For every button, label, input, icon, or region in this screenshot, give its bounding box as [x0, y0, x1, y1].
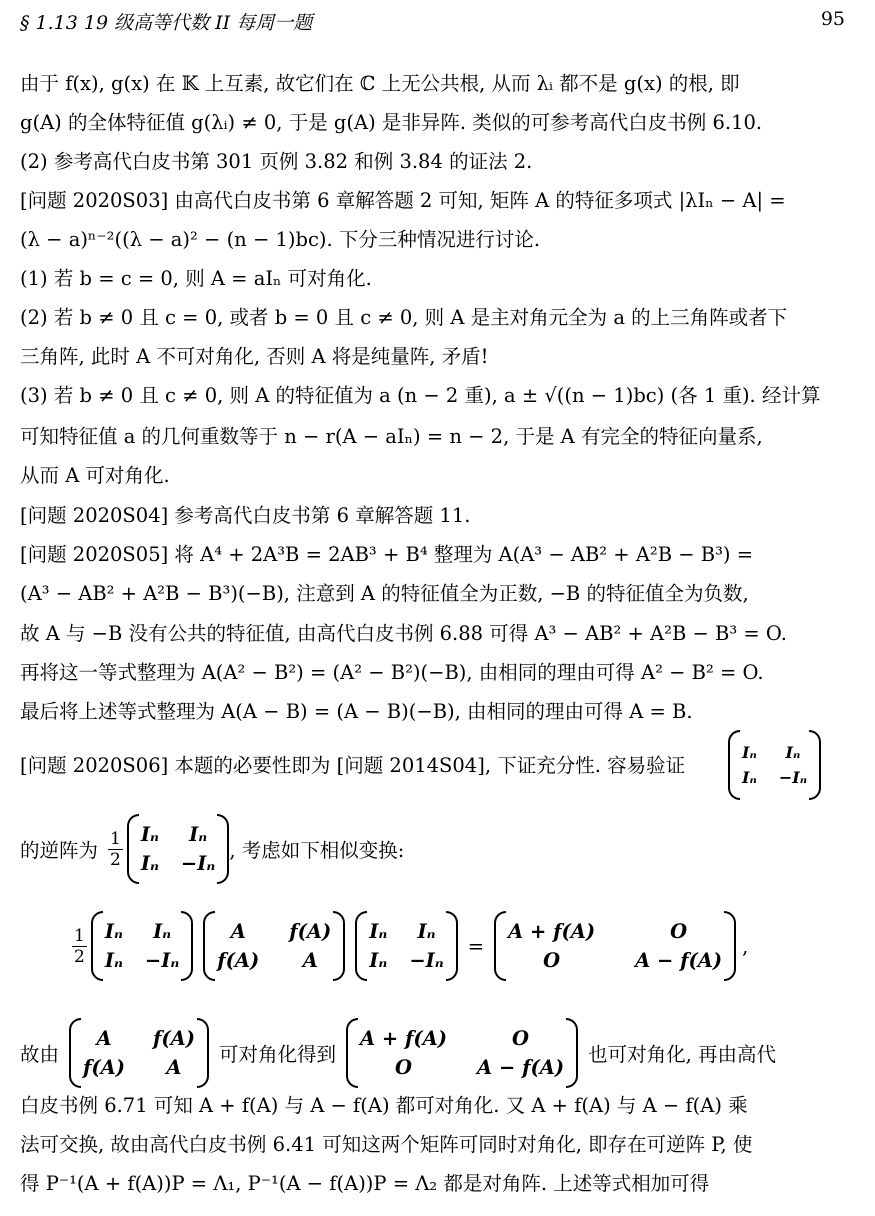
problem-2020S04-line: [问题 2020S04] 参考高代白皮书第 6 章解答题 11.	[20, 504, 471, 527]
diagonalizable-line: 故由 A f(A) f(A) A 可对角化得到 A + f(A) O O A − f(A) 也可对角化, 再由高代	[20, 1016, 776, 1090]
text-line: (A³ − AB² + A²B − B³)(−B), 注意到 A 的特征值全为正数, −B 的特征值全为负数,	[20, 582, 749, 605]
running-header: § 1.13 19 级高等代数 II 每周一题	[20, 12, 313, 34]
text-line: 故 A 与 −B 没有公共的特征值, 由高代白皮书例 6.88 可得 A³ − AB² + A²B − B³ = O.	[20, 622, 787, 645]
text-line: 由于 f(x), g(x) 在 𝕂 上互素, 故它们在 ℂ 上无公共根, 从而 λᵢ 都不是 g(x) 的根, 即	[20, 72, 740, 95]
text-line: 白皮书例 6.71 可知 A + f(A) 与 A − f(A) 都可对角化. 又 A + f(A) 与 A − f(A) 乘	[20, 1094, 748, 1117]
text-line: 三角阵, 此时 A 不可对角化, 否则 A 将是纯量阵, 矛盾!	[20, 345, 489, 368]
text-line: (1) 若 b = c = 0, 则 A = aIₙ 可对角化.	[20, 267, 372, 290]
text-line: (2) 若 b ≠ 0 且 c = 0, 或者 b = 0 且 c ≠ 0, 则 A 是主对角元全为 a 的上三角阵或者下	[20, 306, 788, 329]
text-line: g(A) 的全体特征值 g(λᵢ) ≠ 0, 于是 g(A) 是非异阵. 类似的可参考高代白皮书例 6.10.	[20, 111, 763, 134]
text-line: (λ − a)ⁿ⁻²((λ − a)² − (n − 1)bc). 下分三种情况进行讨论.	[20, 228, 541, 251]
problem-2020S03-line: [问题 2020S03] 由高代白皮书第 6 章解答题 2 可知, 矩阵 A 的特征多项式 |λIₙ − A| =	[20, 189, 786, 212]
matrix-block-I: Iₙ Iₙ Iₙ −Iₙ	[728, 730, 821, 800]
text-line: 法可交换, 故由高代白皮书例 6.41 可知这两个矩阵可同时对角化, 即存在可逆阵 P, 使	[20, 1133, 753, 1156]
similarity-equation: $\frac{1}{2}$ Iₙ Iₙ Iₙ −Iₙ A f(A) f(A) A Iₙ Iₙ Iₙ −Iₙ = A + f(A) O O A − f(A) ,	[72, 908, 748, 984]
problem-2020S06-line: [问题 2020S06] 本题的必要性即为 [问题 2014S04], 下证充分性. 容易验证	[20, 754, 686, 777]
text-line: 最后将上述等式整理为 A(A − B) = (A − B)(−B), 由相同的理由可得 A = B.	[20, 700, 693, 723]
text-line: (2) 参考高代白皮书第 301 页例 3.82 和例 3.84 的证法 2.	[20, 150, 533, 173]
one-half-fraction: $\frac{1}{2}$	[110, 828, 121, 870]
text-line: (3) 若 b ≠ 0 且 c ≠ 0, 则 A 的特征值为 a (n − 2 重), a ± √((n − 1)bc) (各 1 重). 经计算	[20, 384, 821, 407]
text-line: 可知特征值 a 的几何重数等于 n − r(A − aIₙ) = n − 2, 于是 A 有完全的特征向量系,	[20, 425, 763, 448]
problem-2020S05-line: [问题 2020S05] 将 A⁴ + 2A³B = 2AB³ + B⁴ 整理为 A(A³ − AB² + A²B − B³) =	[20, 543, 754, 566]
page-number: 95	[820, 8, 845, 30]
text-line: 再将这一等式整理为 A(A² − B²) = (A² − B²)(−B), 由相同的理由可得 A² − B² = O.	[20, 661, 764, 684]
text-line: 从而 A 可对角化.	[20, 464, 170, 487]
inverse-line: 的逆阵为 $\frac{1}{2}$ Iₙ Iₙ Iₙ −Iₙ , 考虑如下相似变换:	[20, 814, 404, 884]
text-line: 得 P⁻¹(A + f(A))P = Λ₁, P⁻¹(A − f(A))P = Λ₂ 都是对角阵. 上述等式相加可得	[20, 1172, 710, 1195]
